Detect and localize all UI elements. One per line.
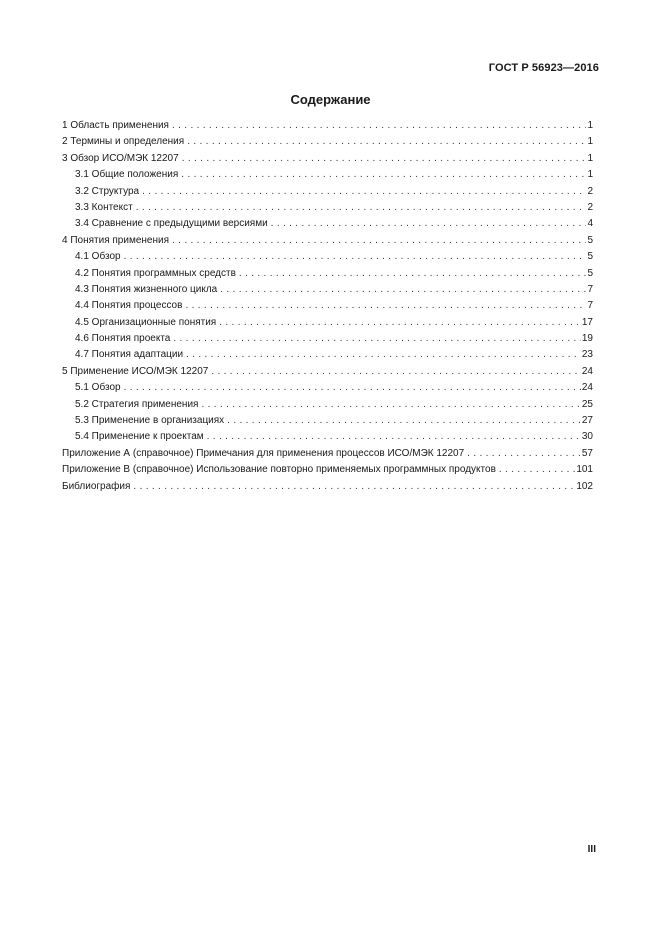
- toc-dot-leader: [186, 347, 581, 363]
- toc-dot-leader: [220, 282, 586, 298]
- toc-entry-label: 4.7 Понятия адаптации: [75, 349, 184, 361]
- toc-entry-page: 2: [587, 185, 593, 197]
- toc-entry-label: Приложение А (справочное) Примечания для применения процессов ИСО/МЭК 12207: [62, 447, 465, 459]
- toc-entry-label: 2 Термины и определения: [62, 136, 185, 148]
- toc-entry-label: 3.4 Сравнение с предыдущими версиями: [75, 218, 268, 230]
- toc-dot-leader: [201, 397, 580, 413]
- toc-entry-label: 3.1 Общие положения: [75, 169, 179, 181]
- toc-entry: [62, 249, 593, 265]
- toc-dot-leader: [499, 462, 575, 478]
- toc-entry-page: 7: [587, 300, 593, 312]
- toc-dot-leader: [227, 413, 581, 429]
- toc-entry-page: 30: [581, 431, 593, 443]
- toc-entry-page: 24: [581, 365, 593, 377]
- toc-entry-page: 1: [587, 120, 593, 131]
- toc-entry-label: 5.4 Применение к проектам: [75, 431, 204, 443]
- toc-dot-leader: [181, 167, 586, 183]
- toc-entry-label: 4.6 Понятия проекта: [75, 333, 171, 345]
- toc-entry-page: 1: [587, 152, 593, 164]
- toc-entry-label: 3 Обзор ИСО/МЭК 12207: [62, 152, 179, 164]
- toc-entry-page: 27: [581, 415, 593, 427]
- document-code: ГОСТ Р 56923—2016: [488, 62, 599, 74]
- toc-entry: [62, 413, 593, 429]
- toc-entry-page: 57: [581, 447, 593, 459]
- toc-dot-leader: [124, 380, 581, 396]
- toc-entry-page: 5: [587, 251, 593, 263]
- toc-entry-page: 102: [576, 480, 593, 492]
- toc-entry-label: 5.3 Применение в организациях: [75, 415, 225, 427]
- page-number: III: [587, 844, 596, 855]
- toc-entry-page: 4: [587, 218, 593, 230]
- toc-entry: [62, 397, 593, 413]
- toc-entry: [62, 298, 593, 314]
- toc-dot-leader: [142, 184, 586, 200]
- toc-dot-leader: [182, 151, 587, 167]
- toc-entry-page: 1: [587, 136, 593, 148]
- toc-entry: [62, 118, 593, 134]
- toc-entry-page: 5: [587, 267, 593, 279]
- toc-entry-page: 24: [581, 382, 593, 394]
- toc-entry-label: 4 Понятия применения: [62, 234, 169, 246]
- toc-entry-label: Приложение В (справочное) Использование повторно применяемых программных продуктов: [62, 464, 496, 476]
- toc-entry-label: 4.4 Понятия процессов: [75, 300, 183, 312]
- toc-entry-label: 5 Применение ИСО/МЭК 12207: [62, 365, 209, 377]
- toc-dot-leader: [172, 233, 586, 249]
- toc-entry-label: Библиография: [62, 480, 131, 492]
- toc-dot-leader: [467, 446, 581, 462]
- toc-dot-leader: [219, 315, 581, 331]
- toc-entry-page: 7: [587, 283, 593, 295]
- toc-dot-leader: [271, 216, 587, 232]
- toc-entry: [62, 184, 593, 200]
- toc-entry-label: 3.3 Контекст: [75, 201, 133, 213]
- toc-entry-label: 5.2 Стратегия применения: [75, 398, 199, 410]
- toc-entry-page: 1: [587, 169, 593, 181]
- toc-entry: [62, 282, 593, 298]
- toc-entry-label: 1 Область применения: [62, 120, 169, 131]
- toc-entry: [62, 380, 593, 396]
- toc-entry-label: 4.1 Обзор: [75, 251, 121, 263]
- toc-entry: [62, 347, 593, 363]
- toc-dot-leader: [185, 298, 586, 314]
- toc-entry: [62, 167, 593, 183]
- toc-entry: [62, 233, 593, 249]
- toc-entry-page: 23: [581, 349, 593, 361]
- toc-entry-page: 2: [587, 201, 593, 213]
- toc-title: Содержание: [290, 92, 371, 107]
- toc-dot-leader: [172, 118, 586, 134]
- toc-entry-page: 25: [581, 398, 593, 410]
- toc-entry-label: 4.5 Организационные понятия: [75, 316, 217, 328]
- toc-dot-leader: [207, 429, 581, 445]
- toc-entry-label: 4.2 Понятия программных средств: [75, 267, 236, 279]
- toc-entry: [62, 446, 593, 462]
- toc-dot-leader: [239, 266, 587, 282]
- toc-dot-leader: [187, 134, 586, 150]
- toc-dot-leader: [133, 479, 575, 495]
- toc-dot-leader: [136, 200, 587, 216]
- toc-entry: [62, 266, 593, 282]
- toc-entry-page: 5: [587, 234, 593, 246]
- toc-entry-page: 19: [581, 333, 593, 345]
- toc-dot-leader: [173, 331, 581, 347]
- toc-entry: [62, 462, 593, 478]
- toc-entry-label: 3.2 Структура: [75, 185, 140, 197]
- toc-entry: [62, 315, 593, 331]
- toc-entry: [62, 216, 593, 232]
- toc-dot-leader: [124, 249, 587, 265]
- toc-dot-leader: [211, 364, 581, 380]
- toc-entry: [62, 331, 593, 347]
- toc-entry-label: 4.3 Понятия жизненного цикла: [75, 283, 218, 295]
- toc-entry: [62, 364, 593, 380]
- toc-entry: [62, 200, 593, 216]
- table-of-contents: [62, 118, 593, 495]
- toc-entry: [62, 134, 593, 150]
- toc-entry: [62, 429, 593, 445]
- toc-entry: [62, 151, 593, 167]
- toc-entry: [62, 479, 593, 495]
- toc-entry-label: 5.1 Обзор: [75, 382, 121, 394]
- toc-entry-page: 101: [576, 464, 593, 476]
- toc-entry-page: 17: [581, 316, 593, 328]
